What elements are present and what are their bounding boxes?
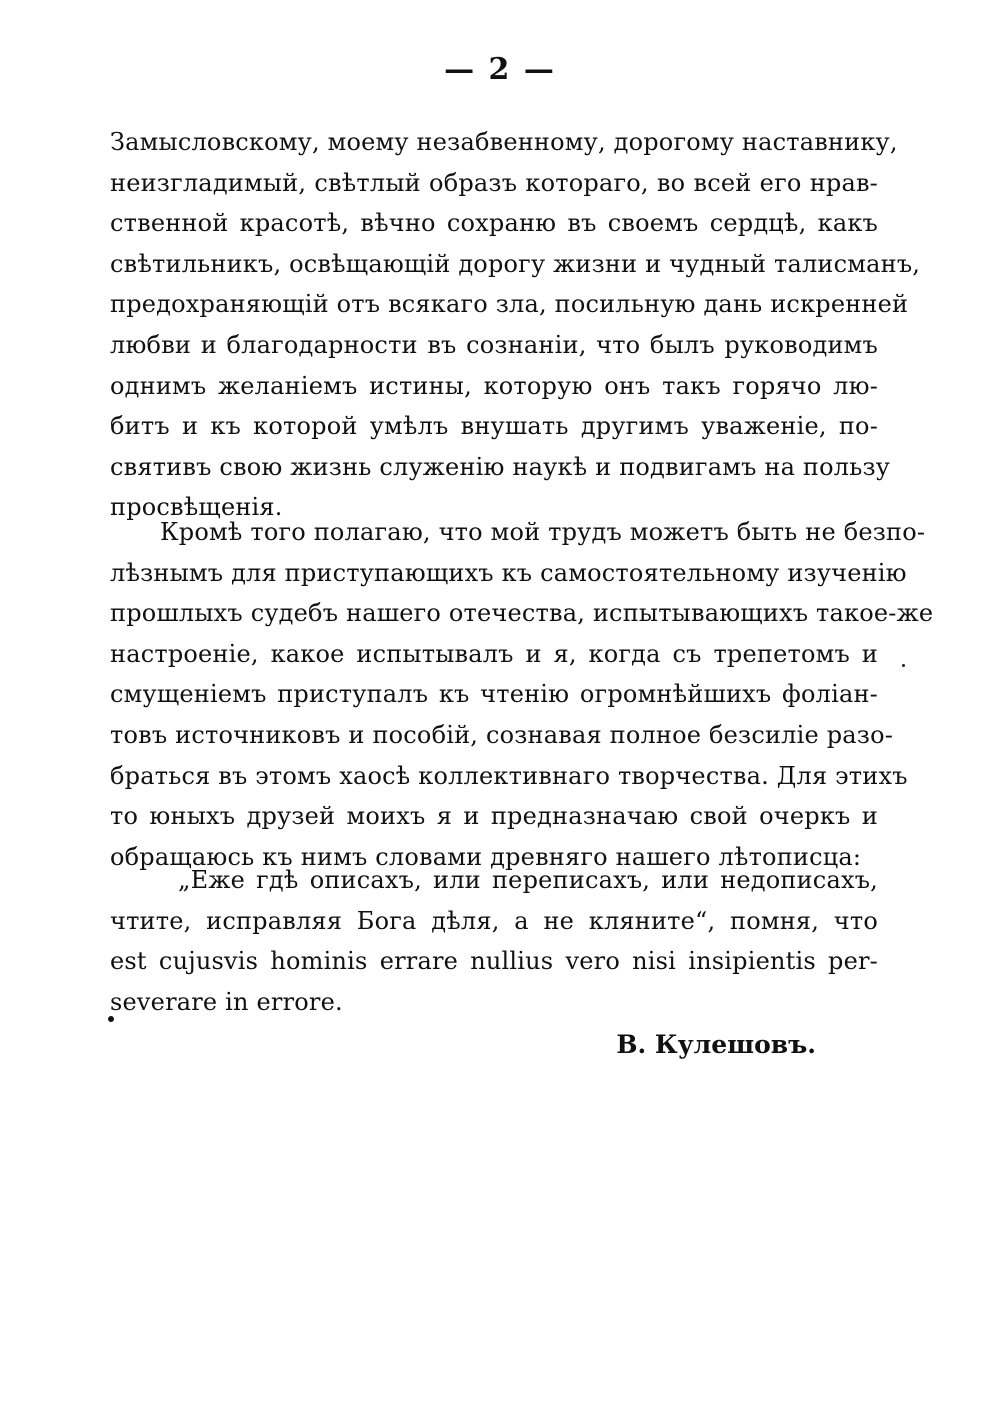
text-line: est cujusvis hominis errare nullius vero nisi insipientis per- bbox=[110, 947, 878, 976]
text-line: прошлыхъ судебъ нашего отечества, испытывающихъ такое-же bbox=[110, 599, 934, 628]
text-line: товъ источниковъ и пособій, сознавая полное безсиліе разо- bbox=[110, 720, 894, 749]
text-line: severare in errore. bbox=[110, 987, 343, 1016]
text-line: ственной красотѣ, вѣчно сохраню въ своемъ сердцѣ, какъ bbox=[110, 209, 878, 238]
text-line: чтите, исправляя Бога дѣля, а не кляните“, помня, что bbox=[110, 906, 878, 935]
page-number: — 2 — bbox=[444, 52, 556, 87]
text-line: любви и благодарности въ сознаніи, что былъ руководимъ bbox=[110, 330, 878, 359]
text-line: однимъ желаніемъ истины, которую онъ такъ горячо лю- bbox=[110, 371, 878, 400]
paragraph-quotation bbox=[110, 860, 878, 1022]
text-line: лѣзнымъ для приступающихъ къ самостоятельному изученію bbox=[110, 558, 907, 587]
text-line: свѣтильникъ, освѣщающій дорогу жизни и чудный талисманъ, bbox=[110, 249, 921, 278]
text-line: Замысловскому, моему незабвенному, дорогому наставнику, bbox=[110, 128, 898, 156]
text-line: обращаюсь къ нимъ словами древняго нашего лѣтописца: bbox=[110, 842, 862, 871]
paragraph-dedication bbox=[110, 122, 921, 528]
text-line: Кромѣ того полагаю, что мой трудъ можетъ быть не безпо- bbox=[160, 518, 926, 546]
text-line: предохраняющій отъ всякаго зла, посильную дань искренней bbox=[110, 290, 909, 319]
text-line: неизгладимый, свѣтлый образъ котораго, во всей его нрав- bbox=[110, 168, 878, 197]
author-signature: В. Кулешовъ. bbox=[616, 1030, 816, 1059]
text-line: браться въ этомъ хаосѣ коллективнаго творчества. Для этихъ bbox=[110, 761, 908, 790]
text-line: святивъ свою жизнь служенію наукѣ и подвигамъ на пользу bbox=[110, 452, 891, 481]
text-line: битъ и къ которой умѣлъ внушать другимъ уваженіе, по- bbox=[110, 412, 878, 441]
ink-speck-mark bbox=[902, 664, 905, 667]
paragraph-purpose bbox=[110, 512, 934, 877]
ink-speck-mark bbox=[108, 1016, 114, 1022]
text-line: настроеніе, какое испытывалъ и я, когда съ трепетомъ и bbox=[110, 639, 878, 668]
text-line: то юныхъ друзей моихъ я и предназначаю свой очеркъ и bbox=[110, 802, 878, 831]
text-line: „Еже гдѣ описахъ, или переписахъ, или недописахъ, bbox=[178, 866, 878, 894]
text-line: просвѣщенія. bbox=[110, 493, 283, 522]
text-line: смущеніемъ приступалъ къ чтенію огромнѣйшихъ фоліан- bbox=[110, 680, 878, 709]
